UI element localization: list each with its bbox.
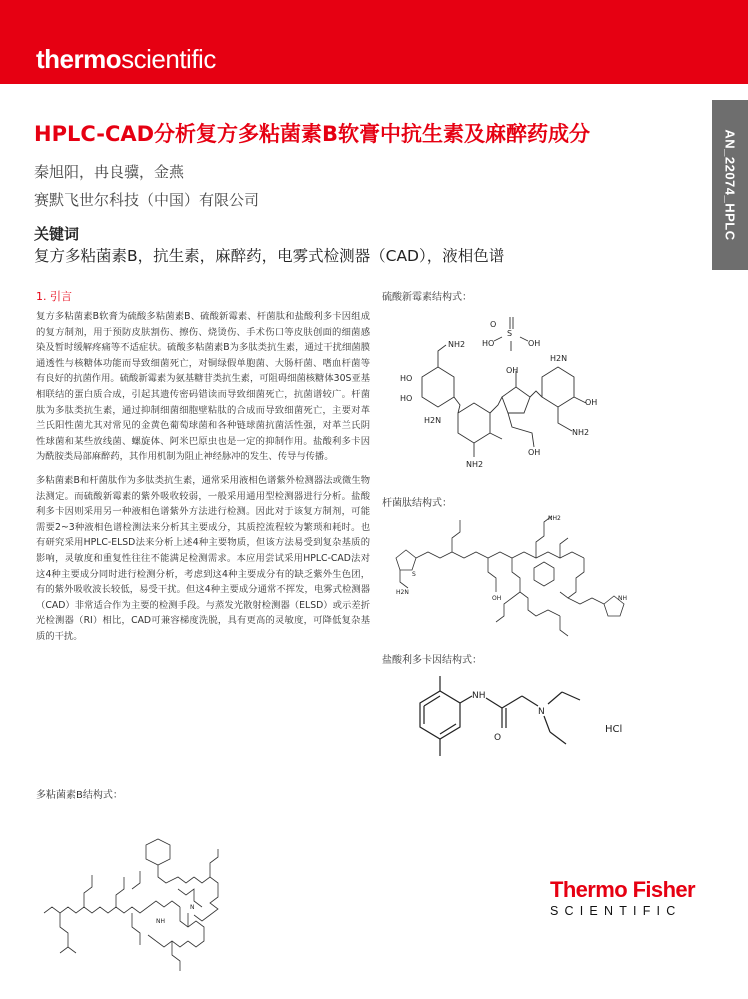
neomycin-ho-2: HO bbox=[400, 394, 413, 403]
thermo-fisher-wordmark: Thermo Fisher bbox=[550, 877, 696, 902]
bacitracin-structure-label: 杆菌肽结构式： bbox=[382, 498, 452, 509]
neomycin-h2n-1: H2N bbox=[424, 416, 442, 425]
neomycin-oh-3: OH bbox=[528, 448, 541, 457]
neomycin-ho-1: HO bbox=[400, 374, 413, 383]
page-title: HPLC-CAD分析复方多粘菌素B软膏中抗生素及麻醉药成分 bbox=[34, 122, 591, 146]
neomycin-oh-1: OH bbox=[506, 366, 519, 375]
polymyxin-structure-label: 多粘菌素B结构式： bbox=[36, 790, 123, 801]
bacitracin-oh-label: OH bbox=[492, 595, 502, 602]
polymyxin-b-structure bbox=[36, 805, 246, 980]
neomycin-structure-label: 硫酸新霉素结构式： bbox=[382, 292, 472, 303]
scientific-wordmark: SCIENTIFIC bbox=[550, 904, 682, 918]
lidocaine-n-label: N bbox=[538, 707, 545, 717]
section-heading-intro: 1. 引言 bbox=[36, 290, 72, 303]
neomycin-sulfate-oh: OH bbox=[528, 339, 541, 348]
neomycin-nh2-3: NH2 bbox=[466, 460, 484, 469]
neomycin-oh-2: OH bbox=[585, 398, 598, 407]
neomycin-sulfate-ho: HO bbox=[482, 339, 495, 348]
document-id-label: AN_22074_HPLC bbox=[722, 129, 738, 241]
bacitracin-s-label: S bbox=[412, 571, 416, 578]
bacitracin-nh2-label: NH2 bbox=[548, 515, 561, 522]
intro-paragraph-1: 复方多粘菌素B软膏为硫酸多粘菌素B、硫酸新霉素、杆菌肽和盐酸利多卡因组成的复方制剂，用于预防皮肤割伤、擦伤、烧烫伤、手术伤口等皮肤创面的细菌感染及暂时缓解疼痛等不适症状。硫酸多粘菌素B为多肽类抗生素，通过干扰细菌膜通透性与核糖体功能而导致细菌死亡，对铜绿假单胞菌、大肠杆菌、嗜血杆菌等有良好的抗菌作用。硫酸新霉素为氨基糖苷类抗生素，可阻碍细菌核糖体30S亚基相联结的蛋白质合成，引起其遗传密码错读而导致细菌死亡，抗菌谱较广。杆菌肽为多肽类抗生素，通过抑制细菌细胞壁粘肽的合成而导致细菌死亡，主要对革兰氏阳性菌尤其对常见的金黄色葡萄球菌和各种链球菌抗菌活性强，对革兰氏阴性球菌和某些放线菌、螺旋体、阿米巴原虫也是一定的抑制作用。盐酸利多卡因为酰胺类局部麻醉药，其作用机制为阻止神经脉冲的发生、传导与传播。 bbox=[36, 311, 370, 463]
authors: 秦旭阳，冉良骥，金燕 bbox=[34, 163, 185, 181]
neomycin-structure bbox=[382, 305, 632, 475]
keywords-text: 复方多粘菌素B，抗生素，麻醉药，电雾式检测器（CAD），液相色谱 bbox=[34, 247, 505, 265]
header-bar bbox=[0, 0, 748, 84]
neomycin-nh2-2: NH2 bbox=[572, 428, 590, 437]
intro-body bbox=[36, 309, 370, 652]
lidocaine-structure-label: 盐酸利多卡因结构式： bbox=[382, 655, 482, 666]
lidocaine-nh-label: NH bbox=[472, 691, 486, 701]
polymyxin-n-label: N bbox=[190, 904, 195, 911]
bacitracin-nh-label: NH bbox=[618, 595, 627, 602]
intro-paragraph-2: 多粘菌素B和杆菌肽作为多肽类抗生素，通常采用液相色谱紫外检测器法或微生物法测定。而硫酸新霉素的紫外吸收较弱，一般采用通用型检测器进行分析。盐酸利多卡因则采用另一种液相色谱紫外方法进行检测。因此对于该复方制剂，可能需要2~3种液相色谱检测法来分析其主要成分，其质控流程较为繁琐和耗时。也有研究采用HPLC-ELSD法来分析上述4种主要物质，但该方法易受到复杂基质的影响，灵敏度和重复性往往不能满足检测需求。本应用尝试采用HPLC-CAD法对这4种主要成分同时进行检测分析，考虑到这4种主要成分有的缺乏紫外生色团，有的紫外吸收波长较低，易受干扰。但这4种主要成分通常不挥发，电雾式检测器（CAD）非常适合作为主要的检测手段。与蒸发光散射检测器（ELSD）或示差折光检测器（RI）相比，CAD可兼容梯度洗脱，具有更高的灵敏度，可降低复杂基质的干扰。 bbox=[36, 474, 370, 642]
bacitracin-h2n-label: H2N bbox=[396, 589, 409, 596]
lidocaine-hcl-label: HCl bbox=[605, 724, 623, 735]
bacitracin-structure bbox=[382, 510, 642, 645]
neomycin-sulfate-s: S bbox=[507, 329, 513, 338]
neomycin-nh2-1: NH2 bbox=[448, 340, 466, 349]
thermo-fisher-scientific-logo bbox=[550, 878, 715, 918]
lidocaine-structure bbox=[390, 668, 650, 778]
lidocaine-o-label: O bbox=[494, 733, 502, 743]
neomycin-h2n-2: H2N bbox=[550, 354, 568, 363]
thermo-scientific-logo: thermoscientific bbox=[36, 44, 216, 74]
neomycin-sulfate-o-top: O bbox=[490, 320, 497, 329]
polymyxin-nh-label: NH bbox=[156, 918, 165, 925]
affiliation: 赛默飞世尔科技（中国）有限公司 bbox=[34, 191, 260, 209]
document-id-tab bbox=[712, 100, 748, 270]
keywords-heading: 关键词 bbox=[34, 225, 80, 243]
